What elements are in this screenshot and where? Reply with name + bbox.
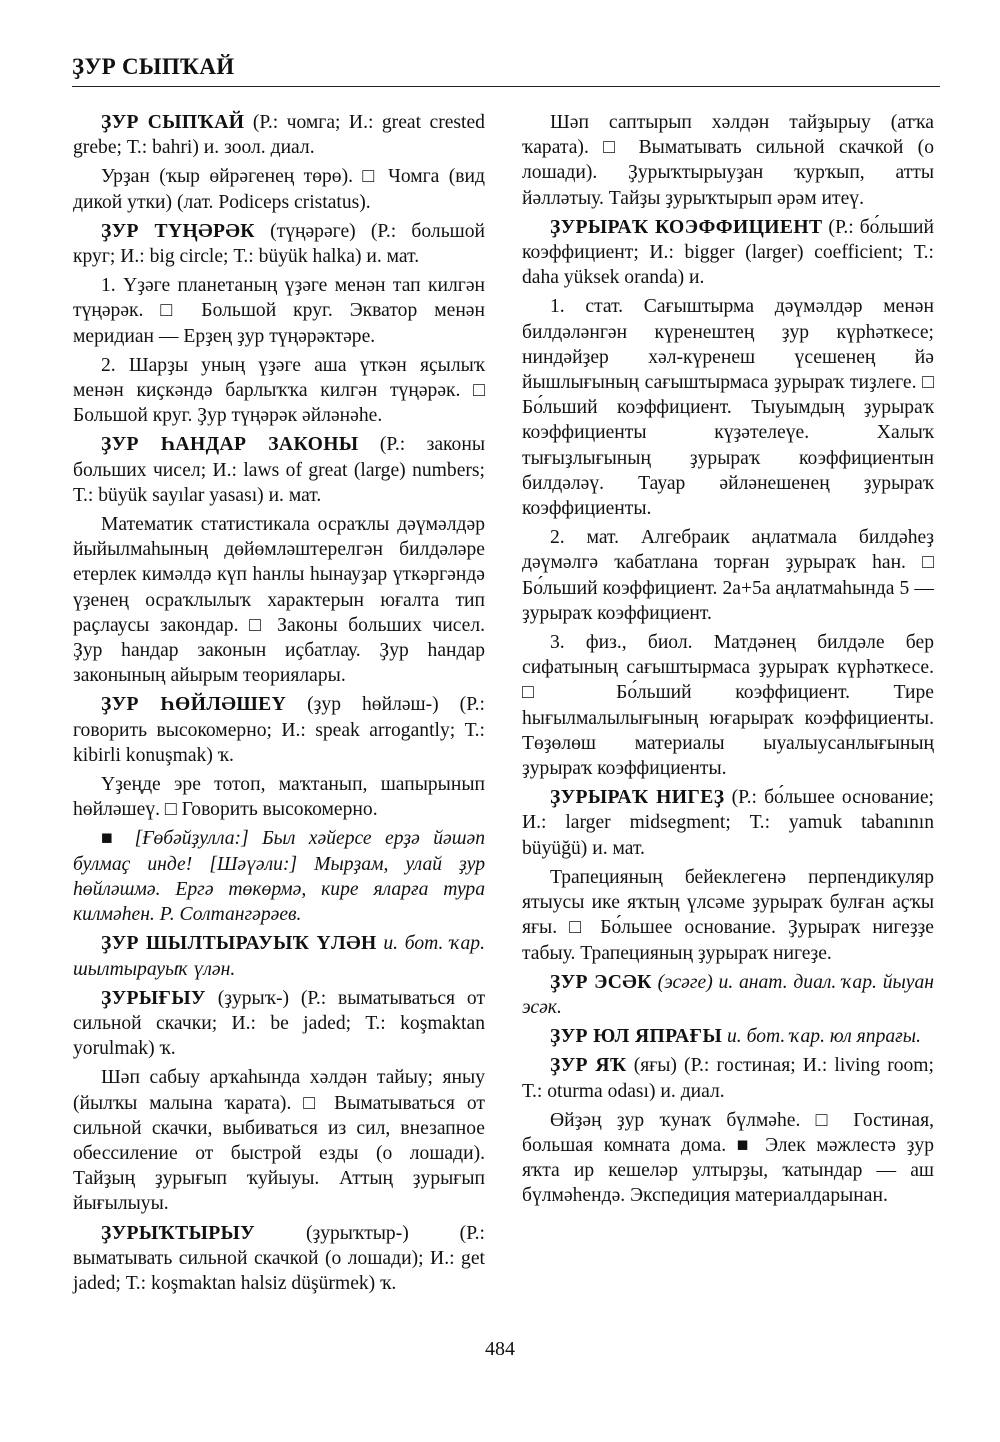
grammar: (ҙур һөйләш-) (Р.: говорить высокомерно; И.: speak arrogantly; Т.: kibirli konuşmak) ҡ. [73, 694, 485, 766]
right-column [522, 110, 934, 1213]
headword: ҘУР СЫПҠАЙ [101, 112, 245, 133]
definition: Шәп саптырып хәлдән тайҙырыу (атҡа ҡарата). □ Выматывать сильной скачкой (о лошади). Ҙурыҡтырыуҙан ҡурҡып, атты йәлләтыу. Тайҙы ҙурыҡтырып әрәм итеү. [522, 112, 934, 209]
entry-zur-hoilasheu [73, 692, 485, 768]
left-column [73, 110, 485, 1300]
headword: ҘУРЫҠТЫРЫУ [101, 1222, 256, 1244]
grammar: (яғы) (Р.: гостиная; И.: living room; Т.: oturma odası) и. диал. [522, 1055, 934, 1102]
entry-zur-sypkai [73, 110, 485, 160]
definition: Урҙан (ҡыр өйрәгенең төрө). □ Чомга (вид дикой утки) (лат. Podiceps cristatus). [73, 166, 485, 213]
entry-zur-yul-yapragy [522, 1024, 934, 1049]
sense-2: 2. Шарҙы уның үҙәге аша үткән яҫылыҡ менән киҫкәндә барлыҡҡа килгән түңәрәк. □ Большой круг. Ҙур түңәрәк әйләнәһе. [73, 354, 485, 427]
entry-zur-tunarak [73, 219, 485, 269]
definition: Математик статистикала осраҡлы дәүмәлдәр йыйылмаһының дөйөмләштерелгән билдәләре етерлек кимәлдә күп һанлы һынауҙар үткәргәндә үҙенең осраҡлылыҡ характерын юғалта тип раҫлаусы закондар. □ Законы больших чисел. Ҙур һандар законын иҫбатлау. Ҙур һандар законының айырым теориялары. [73, 514, 485, 687]
entry-zuryktyruu [73, 1221, 485, 1297]
entry-zur-shyltyrauyk-ulan [73, 931, 485, 981]
sense-2: 2. мат. Алгебраик аңлатмала билдәһеҙ дәүмәлгә ҡабатлана торған ҙурыраҡ һан. □ Бо́льший коэффициент. 2а+5а аңлатмаһында 5 — ҙурыраҡ коэффициент. [522, 527, 934, 624]
citation: ■ [Ғөбәйҙулла:] Был хәйерсе ерҙә йәшәп булмаҫ инде! [Шәүәли:] Мырҙам, улай ҙур һөйләшмә. Ергә төкөрмә, кире яларға тура килмәһен. Р. Солтангәрәев. [73, 828, 485, 926]
headword: ҘУРЫРАҠ НИГЕҘ [550, 787, 725, 809]
grammar: (ҙурыҡ-) (Р.: выматываться от сильной скачки; И.: be jaded; Т.: koşmaktan yorulmak) ҡ. [73, 987, 486, 1060]
sense-3: 3. физ., биол. Матдәнең билдәле бер сифатының сағыштырмаса ҙурыраҡ күрһәткесе. □ Бо́льший коэффициент. Тире һығылмалылығының юғарыраҡ коэффициенты. Төҙөлөш материалы ыуалыусанлығының ҙурыраҡ коэффициенты. [522, 632, 934, 780]
entry-zur-esak [522, 970, 934, 1020]
cross-reference: и. бот. ҡар. юл япрағы. [727, 1026, 921, 1048]
page-number: 484 [485, 1338, 515, 1360]
cross-reference: (эсәге) и. анат. диал. ҡар. йыуан эсәк. [522, 971, 934, 1018]
headword: ҘУР ЮЛ ЯПРАҒЫ [550, 1026, 723, 1048]
entry-zuryrak-koefficient [522, 215, 934, 291]
definition: Шәп сабыу арҡаһында хәлдән тайыу; яныу (йылҡы малына ҡарата). □ Выматываться от сильной скачки, выбиваться из сил, внезапное обессиление от быстрой езды (о лошади). Тайҙың ҙурығып ҡуйыуы. Аттың ҙурығып йығылыуы. [73, 1067, 485, 1215]
headword: ҘУР ЭСӘК [550, 971, 652, 993]
sense-1: 1. стат. Сағыштырма дәүмәлдәр менән билдәләнгән күренештең ҙур күрһәткесе; ниндәйҙер хәл-күренеш үсешенең йә йышлығының сағыштырмаса ҙурыраҡ тиҙлеге. □ Бо́льший коэффициент. Тыуымдың ҙурыраҡ коэффициенты күҙәтелеүе. Халыҡ тығыҙлығының ҙурыраҡ коэффициентын билдәләү. Тауар әйләнешенең ҙурыраҡ коэффициенты. [522, 296, 934, 520]
definition: Өйҙәң ҙур ҡунаҡ бүлмәһе. □ Гостиная, большая комната дома. ■ Элек мәжлестә ҙур яҡта ир кешеләр ултырҙы, ҡатындар — аш бүлмәһендә. Экспедиция материалдарынан. [522, 1109, 934, 1207]
definition: Үҙеңде эре тотоп, маҡтанып, шапырынып һөйләшеү. □ Говорить высокомерно. [73, 774, 485, 821]
headword: ҘУР ҺАНДАР ЗАКОНЫ [101, 434, 359, 456]
running-head: ҘУР СЫПҠАЙ [72, 54, 235, 79]
headword: ҘУРЫРАҠ КОЭФФИЦИЕНТ [550, 216, 823, 238]
entry-zuryguu [73, 986, 485, 1062]
headword: ҘУР ЯҠ [550, 1055, 627, 1077]
headword: ҘУР ҺӨЙЛӘШЕҮ [101, 694, 287, 716]
headword: ҘУР ТҮҢӘРӘК [101, 220, 255, 242]
grammar: (Р.: бо́льшее основание; И.: larger midsegment; Т.: yamuk tabanının büyüğü) и. мат. [522, 787, 934, 859]
entry-zur-yak [522, 1053, 934, 1103]
entry-zur-handar-zakony [73, 432, 485, 508]
grammar: (ҙурыҡтыр-) (Р.: выматывать сильной скачкой (о лошади); И.: get jaded; Т.: koşmaktan halsiz düşürmek) ҡ. [73, 1222, 485, 1294]
headword: ҘУРЫҒЫУ [101, 987, 206, 1009]
header-rule [72, 86, 940, 87]
cross-reference: и. бот. ҡар. шылтырауыҡ үлән. [73, 933, 486, 980]
grammar: (Р.: законы больших чисел; И.: laws of great (large) numbers; Т.: büyük sayılar yasası) и. мат. [73, 434, 485, 506]
grammar: (Р.: бо́льший коэффициент; И.: bigger (larger) coefficient; Т.: daha yüksek oranda) и. [522, 216, 934, 289]
entry-zuryrak-nigez [522, 785, 934, 861]
definition: Трапецияның бейеклегенә перпендикуляр ятыусы ике яҡтың үлсәме ҙурыраҡ булған аҫҡы яғы. □ Бо́льшее основание. Ҙурыраҡ нигеҙҙе табыу. Трапецияның ҙурыраҡ нигеҙе. [522, 866, 934, 964]
headword: ҘУР ШЫЛТЫРАУЫҠ ҮЛӘН [101, 933, 377, 955]
sense-1: 1. Үҙәге планетаның үҙәге менән тап килгән түңәрәк. □ Большой круг. Экватор менән меридиан — Ерҙең ҙур түңәрәктәре. [73, 275, 485, 347]
grammar: (түңәрәге) (Р.: большой круг; И.: big circle; Т.: büyük halka) и. мат. [73, 220, 485, 268]
grammar: (Р.: чомга; И.: great crested grebe; Т.: bahri) и. зоол. диал. [73, 112, 485, 159]
